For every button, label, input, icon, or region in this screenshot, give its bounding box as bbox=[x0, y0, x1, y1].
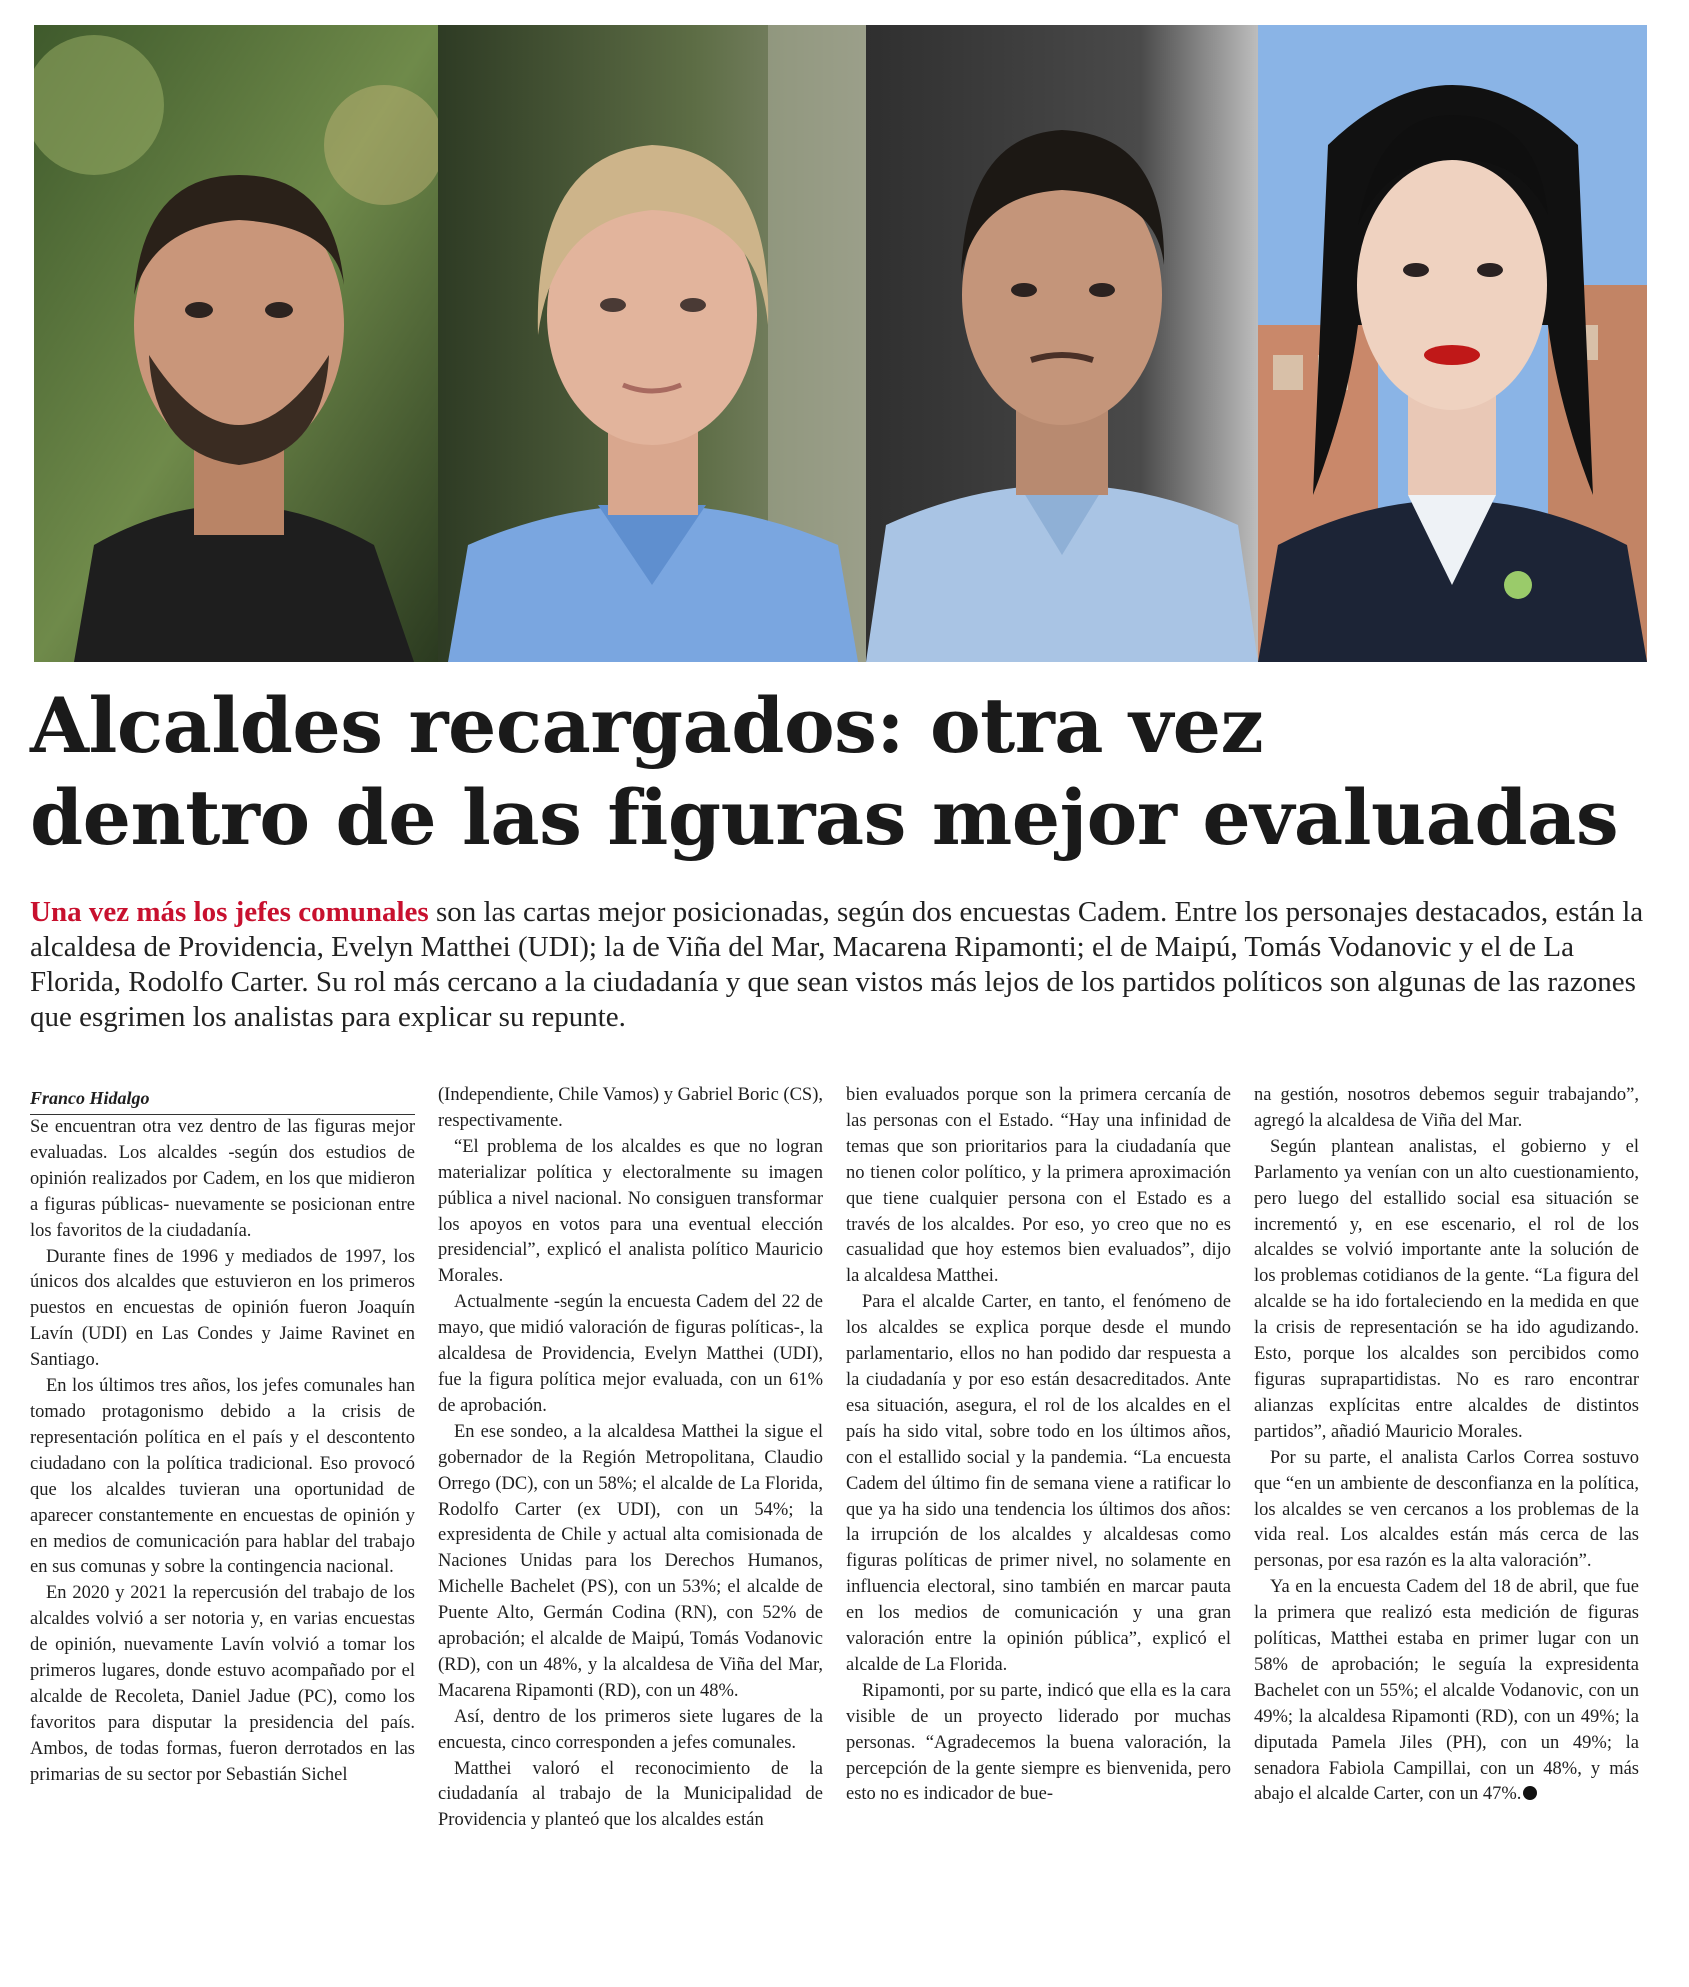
portrait-image bbox=[34, 25, 438, 662]
paragraph: En los últimos tres años, los jefes comunales han tomado protagonismo debido a la crisis de representación política en el país y el descontento ciudadano con la política tradicional. Eso provocó que los alcaldes tuvieran una oportunidad de aparecer constantemente en encuestas de opinión y en medios de comunicación para hablar del trabajo en sus comunas y sobre la contingencia nacional. bbox=[30, 1376, 415, 1578]
paragraph: Actualmente -según la encuesta Cadem del 22 de mayo, que midió valoración de figuras políticas-, la alcaldesa de Providencia, Evelyn Matthei (UDI), fue la figura política mejor evaluada, con un 61% de aprobación. bbox=[438, 1292, 823, 1416]
paragraph: Por su parte, el analista Carlos Correa sostuvo que “en un ambiente de desconfianza en la política, los alcaldes se ven cercanos a los problemas de la vida real. Los alcaldes están más cerca de las personas, por esa razón es la alta valoración”. bbox=[1254, 1447, 1639, 1572]
paragraph: Así, dentro de los primeros siete lugares de la encuesta, cinco corresponden a jefes comunales. bbox=[438, 1706, 823, 1753]
paragraph: (Independiente, Chile Vamos) y Gabriel Boric (CS), respectivamente. bbox=[438, 1085, 823, 1131]
headline-line-1: Alcaldes recargados: otra vez bbox=[30, 681, 1264, 770]
article-column-1 bbox=[30, 1083, 415, 1789]
paragraph: Durante fines de 1996 y mediados de 1997, los únicos dos alcaldes que estuvieron en los primeros puestos en encuestas de opinión fueron Joaquín Lavín (UDI) en Las Condes y Jaime Ravinet en Santiago. bbox=[30, 1246, 415, 1371]
lead-kicker: Una vez más los jefes comunales bbox=[30, 896, 429, 928]
portrait-image bbox=[1258, 25, 1647, 662]
end-of-article-mark bbox=[1523, 1786, 1537, 1800]
photo-strip bbox=[34, 25, 1647, 662]
lead-paragraph bbox=[30, 895, 1650, 1035]
article-column-3 bbox=[846, 1083, 1231, 1808]
paragraph: “El problema de los alcaldes es que no logran materializar política y electoralmente su imagen pública a nivel nacional. No consiguen transformar los apoyos en votos para una eventual elección presidencial”, explicó el analista político Mauricio Morales. bbox=[438, 1136, 823, 1287]
portrait-photo-ripamonti bbox=[1258, 25, 1647, 662]
portrait-image bbox=[866, 25, 1258, 662]
article-column-4 bbox=[1254, 1083, 1639, 1808]
headline bbox=[30, 680, 1619, 864]
paragraph: Para el alcalde Carter, en tanto, el fenómeno de los alcaldes se explica porque desde el mundo parlamentario, ellos no han podido dar respuesta a la ciudadanía y por eso están desacreditados. Ante esa situación, asegura, el rol de los alcaldes en el país ha sido vital, sobre todo en los últimos años, con el estallido social y la pandemia. “La encuesta Cadem del último fin de semana viene a ratificar lo que ya ha sido una tendencia los últimos dos años: la irrupción de los alcaldes y alcaldesas como figuras políticas de primer nivel, no solamente en influencia electoral, sino también en marcar pauta en los medios de comunicación y una gran valoración entre la opinión pública”, explicó el alcalde de La Florida. bbox=[846, 1292, 1231, 1675]
portrait-photo-matthei bbox=[438, 25, 866, 662]
paragraph: bien evaluados porque son la primera cercanía de las personas con el Estado. “Hay una infinidad de temas que son prioritarios para la ciudadanía que no tienen color político, y la primera aproximación que tiene cualquier persona con el Estado es a través de los alcaldes. Por eso, yo creo que no es casualidad que hoy estemos bien evaluados”, dijo la alcaldesa Matthei. bbox=[846, 1085, 1231, 1287]
portrait-image bbox=[438, 25, 866, 662]
paragraph: En 2020 y 2021 la repercusión del trabajo de los alcaldes volvió a ser notoria y, en varias encuestas de opinión, nuevamente Lavín volvió a tomar los primeros lugares, donde estuvo acompañado por el alcalde de Recoleta, Daniel Jadue (PC), como los favoritos para disputar la presidencia del país. Ambos, de todas formas, fueron derrotados en las primarias de su sector por Sebastián Sichel bbox=[30, 1583, 415, 1785]
portrait-photo-carter bbox=[866, 25, 1258, 662]
headline-line-2: dentro de las figuras mejor evaluadas bbox=[30, 773, 1619, 862]
paragraph: Ripamonti, por su parte, indicó que ella es la cara visible de un proyecto liderado por muchas personas. “Agradecemos la buena valoración, la percepción de la gente siempre es bienvenida, pero esto no es indicador de bue- bbox=[846, 1680, 1231, 1805]
byline: Franco Hidalgo bbox=[30, 1083, 415, 1115]
article-column-2 bbox=[438, 1083, 823, 1834]
paragraph-last bbox=[1254, 1575, 1639, 1808]
paragraph: Matthei valoró el reconocimiento de la ciudadanía al trabajo de la Municipalidad de Providencia y planteó que los alcaldes están bbox=[438, 1758, 823, 1831]
paragraph: Según plantean analistas, el gobierno y el Parlamento ya venían con un alto cuestionamiento, pero luego del estallido social esa situación se incrementó y, en ese escenario, el rol de los alcaldes se volvió importante ante la solución de los problemas cotidianos de la gente. “La figura del alcalde se ha ido fortaleciendo en la medida en que la crisis de representación se ha ido agudizando. Esto, porque los alcaldes son percibidos como figuras suprapartidistas. No es raro encontrar alianzas explícitas entre alcaldes de distintos partidos”, añadió Mauricio Morales. bbox=[1254, 1136, 1639, 1442]
paragraph: na gestión, nosotros debemos seguir trabajando”, agregó la alcaldesa de Viña del Mar. bbox=[1254, 1085, 1639, 1131]
paragraph: Se encuentran otra vez dentro de las figuras mejor evaluadas. Los alcaldes -según dos estudios de opinión realizados por Cadem, en los que midieron a figuras públicas- nuevamente se posicionan entre los favoritos de la ciudadanía. bbox=[30, 1117, 415, 1241]
lead-text: son las cartas mejor posicionadas, según dos encuestas Cadem. Entre los personajes destacados, están la alcaldesa de Providencia, Evelyn Matthei (UDI); la de Viña del Mar, Macarena Ripamonti; el de Maipú, Tomás Vodanovic y el de La Florida, Rodolfo Carter. Su rol más cercano a la ciudadanía y que sean vistos más lejos de los partidos políticos son algunas de las razones que esgrimen los analistas para explicar su repunte. bbox=[30, 896, 1644, 1033]
portrait-photo-vodanovic bbox=[34, 25, 438, 662]
paragraph-text: Ya en la encuesta Cadem del 18 de abril, que fue la primera que realizó esta medición de figuras políticas, Matthei estaba en primer lugar con un 58% de aprobación; le seguía la expresidenta Bachelet con un 55%; el alcalde Vodanovic, con un 49%; la alcaldesa Ripamonti (RD), con un 49%; la diputada Pamela Jiles (PH), con un 49%; la senadora Fabiola Campillai, con un 48%, y más abajo el alcalde Carter, con un 47%. bbox=[1254, 1577, 1639, 1805]
paragraph: En ese sondeo, a la alcaldesa Matthei la sigue el gobernador de la Región Metropolitana, Claudio Orrego (DC), con un 58%; el alcalde de La Florida, Rodolfo Carter (ex UDI), con un 54%; la expresidenta de Chile y actual alta comisionada de Naciones Unidas para los Derechos Humanos, Michelle Bachelet (PS), con un 53%; el alcalde de Puente Alto, Germán Codina (RN), con 52% de aprobación; el alcalde de Maipú, Tomás Vodanovic (RD), con un 48%, y la alcaldesa de Viña del Mar, Macarena Ripamonti (RD), con un 48%. bbox=[438, 1421, 823, 1701]
